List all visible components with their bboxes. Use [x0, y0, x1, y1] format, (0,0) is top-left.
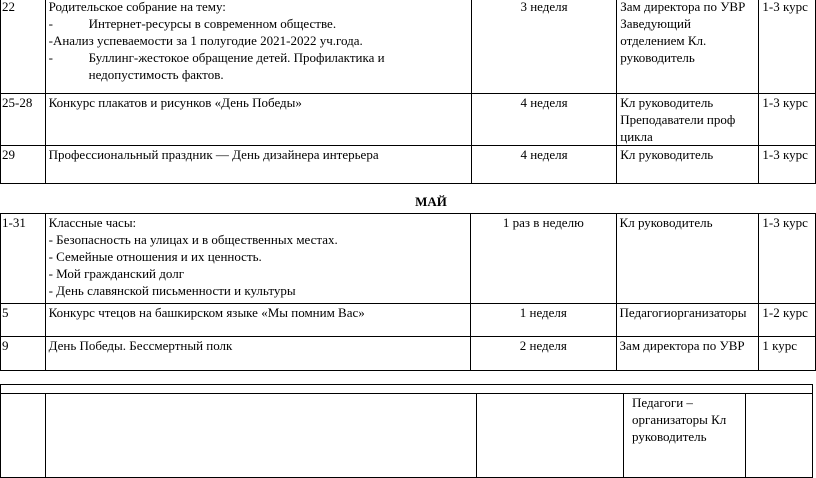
empty-cell: [477, 385, 624, 394]
event-item: - Мой гражданский долг: [48, 266, 185, 281]
row-group: 1-2 курс: [759, 304, 816, 337]
row-group: 1-3 курс: [759, 0, 816, 94]
bottom-plan-table: [0, 384, 813, 478]
row-responsible: Кл руководитель: [616, 214, 759, 304]
table-row: [1, 385, 813, 394]
row-responsible: Зам директора по УВР Заведующий отделением Кл. руководитель: [617, 0, 759, 94]
event-item-text: Буллинг-жестокое обращение детей. Профилактика и недопустимость фактов.: [88, 50, 385, 82]
table-row: [1, 394, 813, 478]
row-date: 25-28: [1, 94, 46, 146]
row-responsible: Зам директора по УВР: [616, 337, 759, 371]
row-event: Профессиональный праздник — День дизайнера интерьера: [45, 146, 471, 184]
april-plan-table: [0, 0, 816, 184]
event-title: Классные часы:: [48, 215, 137, 230]
row-event: [45, 0, 471, 94]
table-row: [1, 337, 816, 371]
empty-cell: [624, 385, 746, 394]
row-term: 3 неделя: [471, 0, 616, 94]
row-date: 29: [1, 146, 46, 184]
row-responsible: Педагоги – организаторы Кл руководитель: [624, 394, 746, 478]
event-item: [49, 49, 468, 83]
row-group: 1 курс: [759, 337, 816, 371]
row-group: 1-3 курс: [759, 146, 816, 184]
row-date: 22: [1, 0, 46, 94]
row-event: Конкурс чтецов на башкирском языке «Мы помним Вас»: [45, 304, 471, 337]
event-item-dash: -: [48, 50, 53, 65]
table-row: [1, 146, 816, 184]
row-term: 1 неделя: [471, 304, 616, 337]
row-date: 1-31: [1, 214, 46, 304]
empty-cell: [1, 394, 46, 478]
row-group: 1-3 курс: [759, 94, 816, 146]
table-row: [1, 214, 816, 304]
row-term: 1 раз в неделю: [471, 214, 616, 304]
event-item: [49, 15, 468, 32]
row-group: 1-3 курс: [759, 214, 816, 304]
table-row: [1, 304, 816, 337]
event-item-dash: -: [48, 16, 53, 31]
empty-cell: [746, 385, 813, 394]
row-event: [45, 214, 471, 304]
empty-cell: [46, 385, 477, 394]
empty-cell: [477, 394, 624, 478]
empty-cell: [746, 394, 813, 478]
row-event: Конкурс плакатов и рисунков «День Победы»: [45, 94, 471, 146]
table-row: [1, 94, 816, 146]
event-item: - Семейные отношения и их ценность.: [48, 249, 262, 264]
event-item: - День славянской письменности и культуры: [48, 283, 296, 298]
row-date: 9: [1, 337, 46, 371]
row-term: 2 неделя: [471, 337, 616, 371]
empty-cell: [1, 385, 46, 394]
row-term: 4 неделя: [471, 94, 616, 146]
event-title: Родительское собрание на тему:: [48, 0, 226, 14]
event-item: -Анализ успеваемости за 1 полугодие 2021-2022 уч.года.: [48, 33, 363, 48]
month-heading: МАЙ: [415, 194, 447, 209]
event-item-text: Интернет-ресурсы в современном обществе.: [88, 16, 337, 31]
table-row: [1, 0, 816, 94]
empty-cell: [46, 394, 477, 478]
row-responsible: Кл руководитель Преподаватели проф цикла: [617, 94, 759, 146]
row-term: 4 неделя: [471, 146, 616, 184]
event-item: - Безопасность на улицах и в общественных местах.: [48, 232, 338, 247]
row-event: День Победы. Бессмертный полк: [45, 337, 471, 371]
row-date: 5: [1, 304, 46, 337]
row-responsible: Кл руководитель: [617, 146, 759, 184]
may-plan-table: [0, 213, 816, 371]
row-responsible: Педагогиорганизаторы: [616, 304, 759, 337]
